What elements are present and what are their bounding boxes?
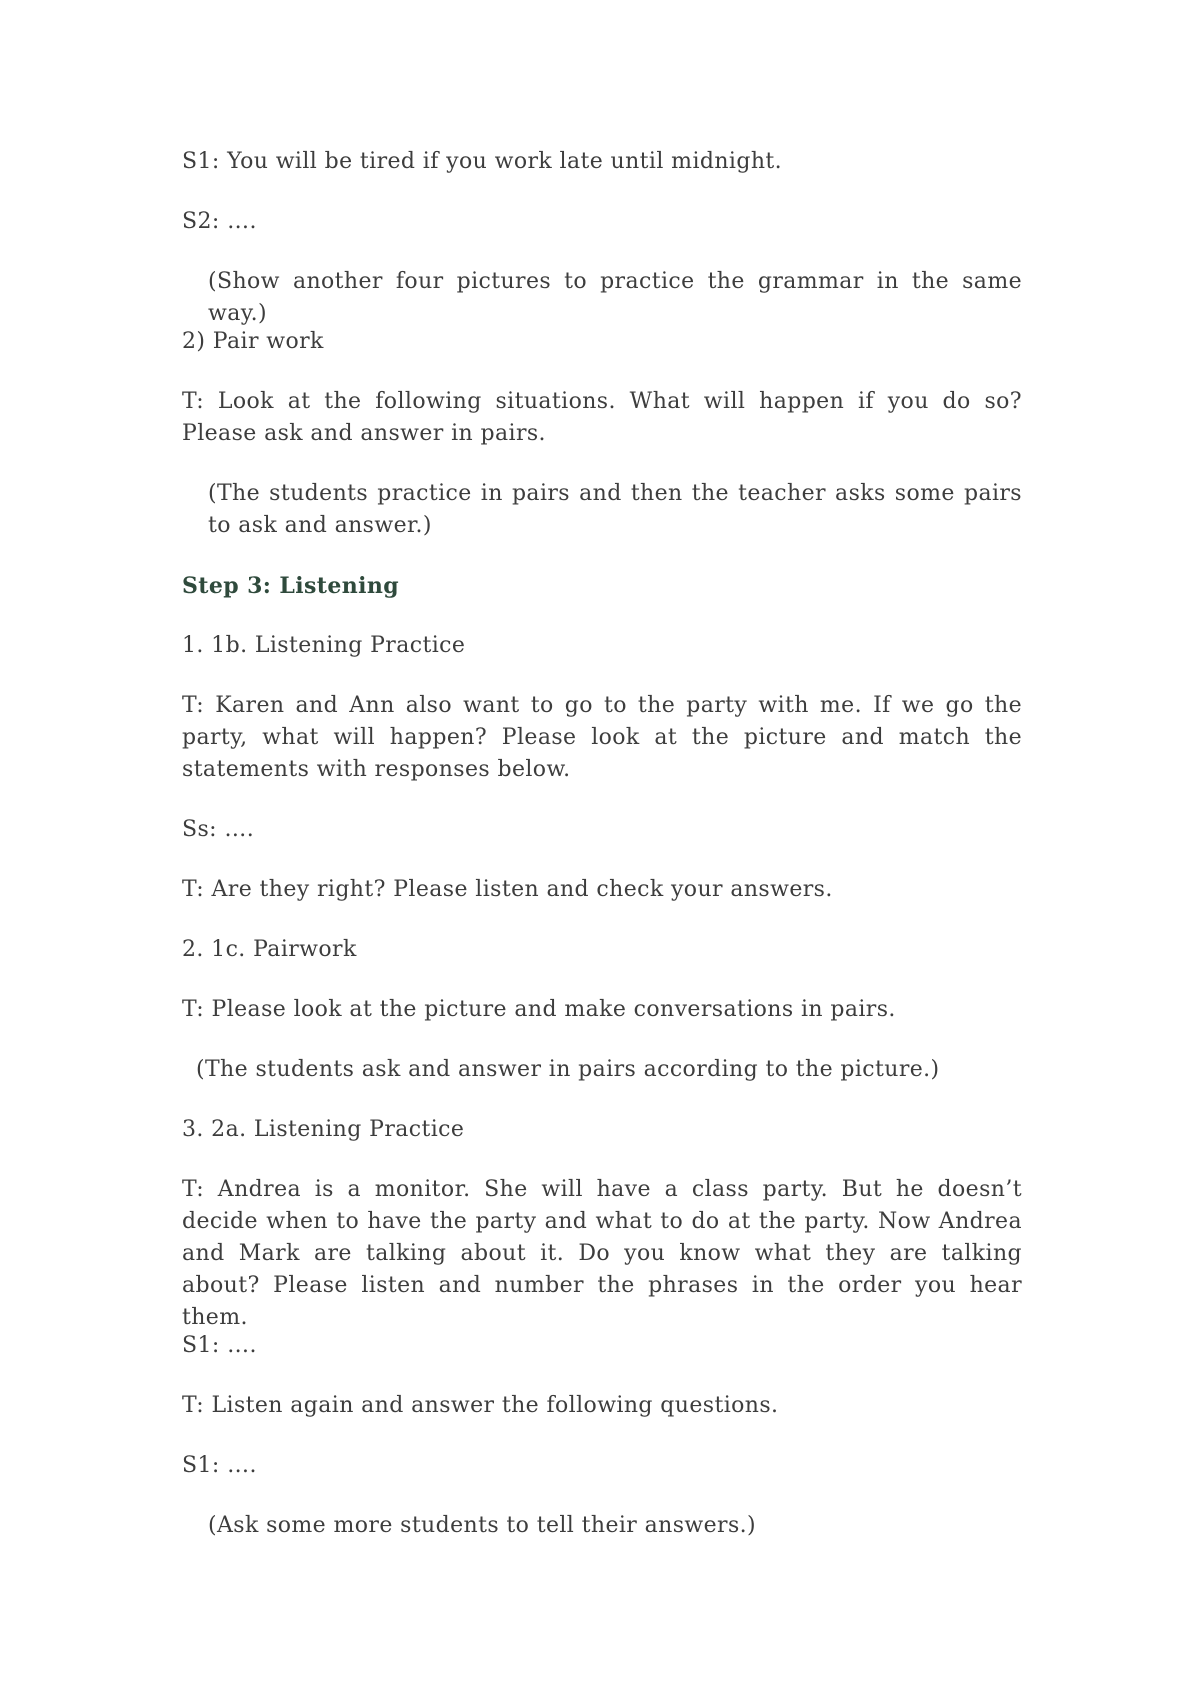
paragraph-are-they-right: T: Are they right? Please listen and check your answers. xyxy=(182,877,833,902)
paragraph-1c-pairwork: 2. 1c. Pairwork xyxy=(182,937,357,962)
section-heading-step3: Step 3: Listening xyxy=(182,573,400,599)
paragraph-ss: Ss: …. xyxy=(182,817,255,842)
paragraph-make-conversations: T: Please look at the picture and make conversations in pairs. xyxy=(182,997,896,1022)
paragraph-ask-more: (Ask some more students to tell their answers.) xyxy=(208,1513,757,1538)
paragraph-students-practice: (The students practice in pairs and then the teacher asks some pairs to ask and answer.) xyxy=(208,481,1022,538)
paragraph-s1-first: S1: …. xyxy=(182,1333,257,1358)
paragraph-andrea-monitor: T: Andrea is a monitor. She will have a class party. But he doesn’t decide when to have the party and what to do at the party. Now Andrea and Mark are talking about it. Do you know what they are talking about? Please listen and number the phrases in the order you hear them. xyxy=(182,1177,1022,1330)
paragraph-karen-ann: T: Karen and Ann also want to go to the party with me. If we go the party, what will happen? Please look at the picture and match the statements with responses below. xyxy=(182,693,1022,782)
paragraph-s1-tired: S1: You will be tired if you work late until midnight. xyxy=(182,149,783,174)
paragraph-pair-work-heading: 2) Pair work xyxy=(182,329,324,354)
paragraph-s1-second: S1: …. xyxy=(182,1453,257,1478)
paragraph-s2: S2: …. xyxy=(182,209,257,234)
paragraph-show-pictures: (Show another four pictures to practice the grammar in the same way.) xyxy=(208,269,1022,326)
paragraph-listen-again: T: Listen again and answer the following questions. xyxy=(182,1393,779,1418)
paragraph-look-situations: T: Look at the following situations. What will happen if you do so? Please ask and answer in pairs. xyxy=(182,389,1022,446)
paragraph-2a-listening: 3. 2a. Listening Practice xyxy=(182,1117,465,1142)
paragraph-students-ask: (The students ask and answer in pairs according to the picture.) xyxy=(196,1057,940,1082)
paragraph-1b-listening: 1. 1b. Listening Practice xyxy=(182,633,466,658)
